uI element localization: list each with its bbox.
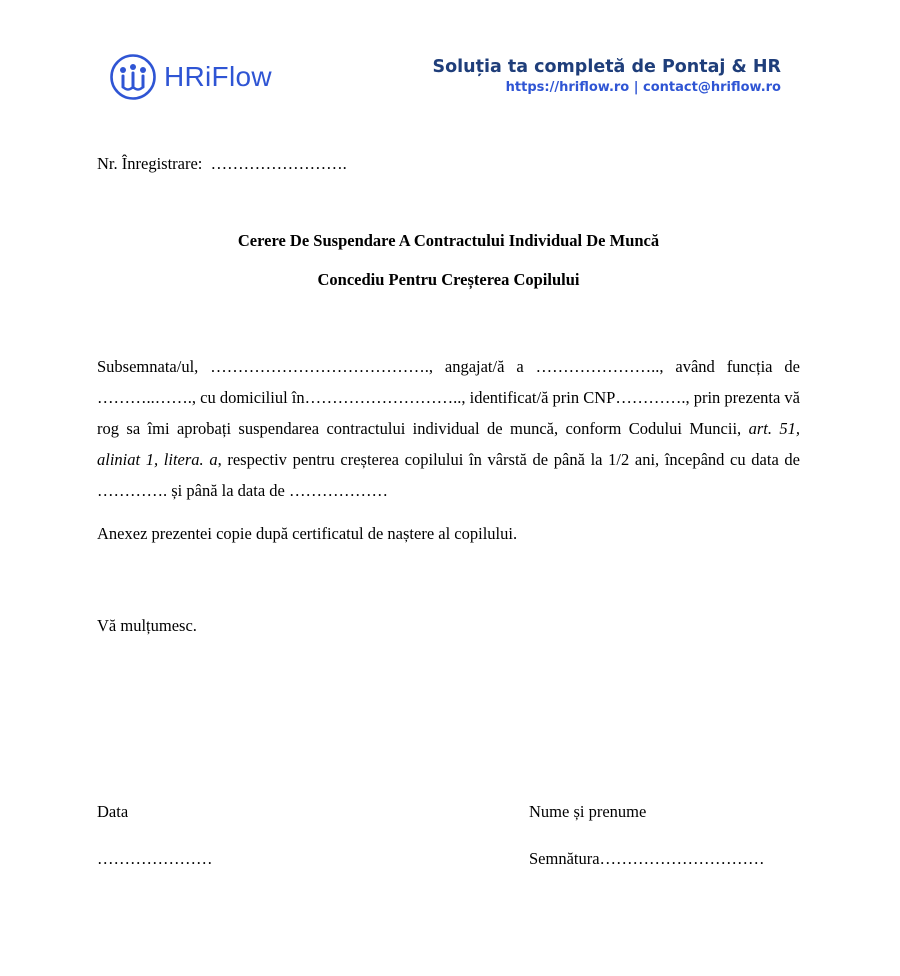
contact-links: https://hriflow.ro | contact@hriflow.ro — [505, 80, 781, 95]
request-paragraph — [97, 351, 800, 506]
brand-logo — [109, 53, 272, 101]
signature-line: Semnătura………………………… — [529, 849, 765, 868]
header-tagline-block — [433, 56, 781, 97]
document-subtitle: Concediu Pentru Creșterea Copilului — [317, 270, 580, 289]
brand-name: HRiFlow — [164, 61, 272, 92]
hriflow-logo-icon — [109, 53, 157, 101]
date-blank: ………………… — [97, 849, 213, 868]
request-text-part-1: Subsemnata/ul, …………………………………., angajat/ă a ………………….., având funcția de ………..……., cu domiciliul în……………………….., identificat/ă prin CNP…………., prin prezenta vă rog sa îmi aprobați suspendarea contractului individual de muncă, conform Codului Muncii, — [97, 357, 800, 438]
registration-blank: ……………………. — [210, 154, 347, 173]
document-title: Cerere De Suspendare A Contractului Individual De Muncă — [237, 231, 660, 250]
registration-line — [97, 154, 347, 174]
registration-label: Nr. Înregistrare: — [97, 154, 203, 173]
legal-reference: art. 51, aliniat 1, litera. a — [97, 419, 800, 469]
request-text-part-2: , respectiv pentru creșterea copilului în vârstă de până la 1/2 ani, începând cu data de …………. și până la data de ……………… — [97, 450, 801, 500]
annex-line: Anexez prezentei copie după certificatul de naștere al copilului. — [97, 524, 518, 543]
letterhead — [0, 0, 900, 120]
tagline: Soluția ta completă de Pontaj & HR — [432, 57, 781, 77]
name-label: Nume și prenume — [529, 802, 647, 821]
closing-thanks: Vă mulțumesc. — [97, 616, 197, 635]
date-label: Data — [97, 802, 129, 821]
